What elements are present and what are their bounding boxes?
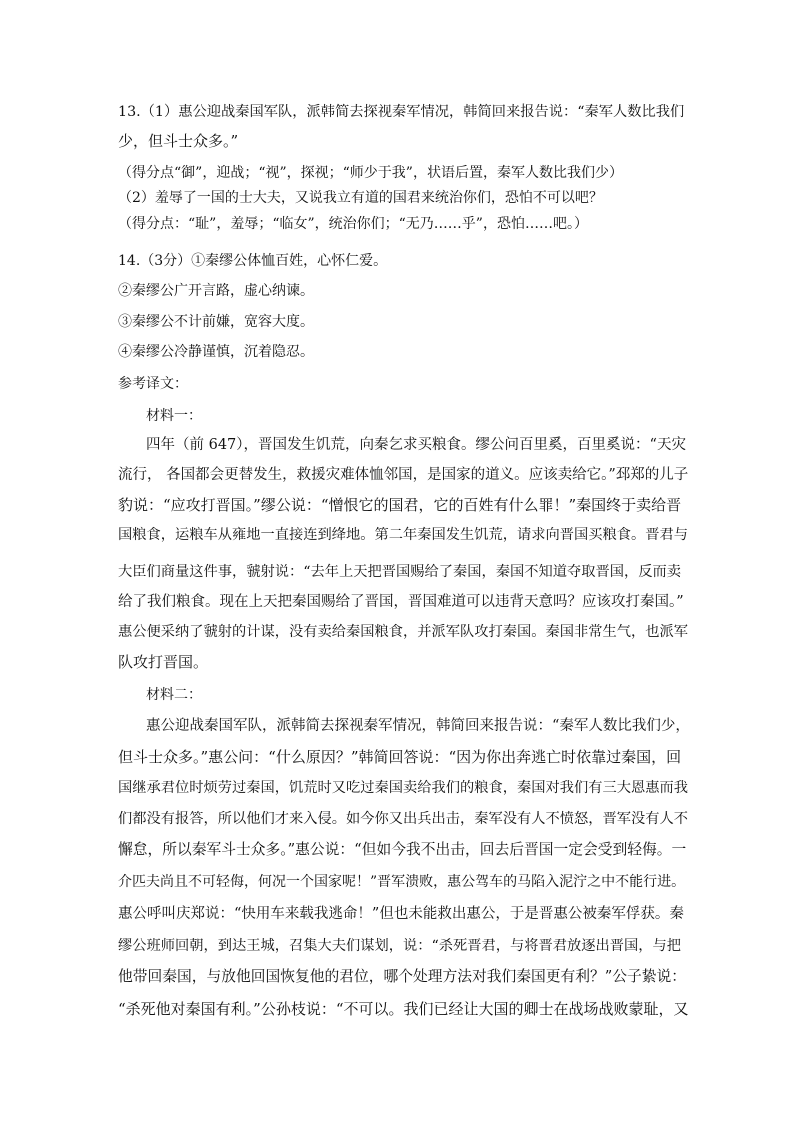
material1-title: 材料一： (146, 408, 202, 424)
material2-line: 惠公呼叫庆郑说：“快用车来载我逃命！”但也未能救出惠公，于是晋惠公被秦军俘获。秦 (118, 906, 684, 922)
q13-scoring-2: （得分点：“耻”，羞辱；“临女”，统治你们；“无乃……乎”，恐怕……吧。） (118, 216, 588, 232)
q13-line-2: 少，但斗士众多。” (118, 132, 239, 150)
q13-line-part2: （2）羞辱了一国的士大夫，又说我立有道的国君来统治你们，恐怕不可以吧？ (118, 190, 603, 206)
material2-line: 他带回秦国，与放他回国恢复他的君位，哪个处理方法对我们秦国更有利？”公子絷说： (118, 968, 687, 985)
material1-line: 四年（前 647），晋国发生饥荒，向秦乞求买粮食。缪公问百里奚，百里奚说：“天灾 (146, 437, 686, 453)
q13-scoring-1: （得分点“御”，迎战；“视”，探视；“师少于我”，状语后置，秦军人数比我们少） (118, 165, 623, 181)
q14-line-2: ②秦缪公广开言路，虚心纳谏。 (118, 283, 314, 299)
material1-line: 豹说：“应攻打晋国。”缪公说：“憎恨它的国君，它的百姓有什么罪！”秦国终于卖给晋 (118, 496, 682, 514)
material2-line: 国继承君位时烦劳过秦国，饥荒时又吃过秦国卖给我们的粮食，秦国对我们有三大恩惠而我 (118, 780, 689, 796)
material2-line: 介匹夫尚且不可轻侮，何况一个国家呢！”晋军溃败，惠公驾车的马陷入泥泞之中不能行进。 (118, 874, 686, 890)
q14-line-1: 14.（3分）①秦缪公体恤百姓，心怀仁爱。 (118, 253, 388, 269)
material2-line: 惠公迎战秦国军队，派韩简去探视秦军情况，韩简回来报告说：“秦军人数比我们少， (146, 718, 690, 734)
translation-heading: 参考译文： (118, 376, 188, 392)
material1-line: 队攻打晋国。 (118, 653, 209, 671)
material2-line: 但斗士众多。”惠公问：“什么原因？”韩简回答说：“因为你出奔逃亡时依靠过秦国，回 (118, 748, 682, 766)
q14-line-3: ③秦缪公不计前嫌，宽容大度。 (118, 314, 314, 330)
material1-line: 国粮食，运粮车从雍地一直接连到绛地。第二年秦国发生饥荒，请求向晋国买粮食。晋君与 (118, 527, 689, 543)
material2-line: 懈怠，所以秦军斗士众多。”惠公说：“但如今我不出击，回去后晋国一定会受到轻侮。一 (118, 841, 687, 858)
material1-line: 大臣们商量这件事，虢射说：“去年上天把晋国赐给了秦国，秦国不知道夺取晋国，反而卖 (118, 564, 682, 580)
material2-line: “杀死他对秦国有利。”公孙枝说：“不可以。我们已经让大国的卿士在战场战败蒙耻，又 (118, 1000, 689, 1018)
material1-line: 给了我们粮食。现在上天把秦国赐给了晋国，晋国难道可以违背天意吗？应该攻打秦国。” (118, 594, 684, 610)
material1-line: 流行， 各国都会更替发生，救援灾难体恤邻国，是国家的道义。应该卖给它。”邳郑的儿子 (118, 467, 689, 483)
q13-line-1: 13.（1）惠公迎战秦国军队，派韩简去探视秦军情况，韩简回来报告说：“秦军人数比我们 (118, 104, 685, 120)
q14-line-4: ④秦缪公冷静谨慎，沉着隐忍。 (118, 344, 314, 360)
material1-line: 惠公便采纳了虢射的计谋，没有卖给秦国粮食，并派军队攻打秦国。秦国非常生气，也派军 (118, 624, 689, 640)
material2-line: 们都没有报答，所以他们才来入侵。如今你又出兵出击，秦军没有人不愤怒，晋军没有人不 (118, 811, 689, 827)
material2-line: 缪公班师回朝，到达王城，召集大夫们谋划，说：“杀死晋君，与将晋君放逐出晋国，与把 (118, 938, 682, 954)
material2-title: 材料二： (146, 687, 202, 703)
